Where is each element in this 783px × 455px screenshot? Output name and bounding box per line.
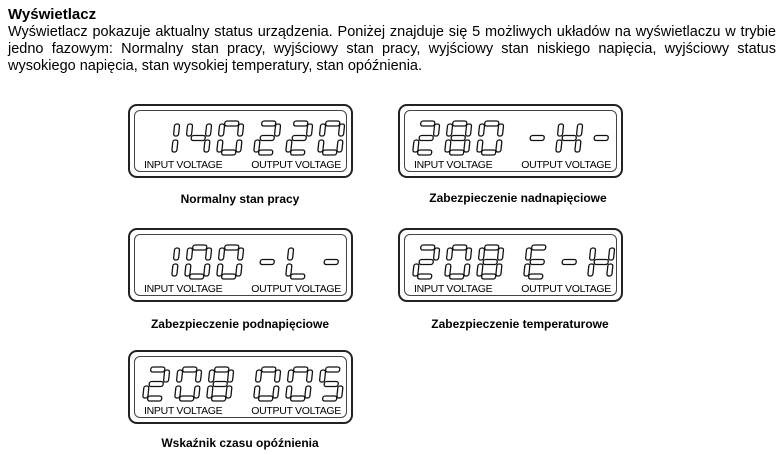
segment [306, 124, 312, 136]
segment [227, 370, 233, 382]
segment [290, 396, 305, 401]
segment [211, 396, 226, 401]
segment [237, 124, 243, 136]
segment [464, 264, 470, 276]
segment [186, 248, 192, 260]
segment [290, 274, 305, 279]
segment [556, 140, 562, 152]
display-panel [398, 228, 623, 302]
segment [608, 248, 614, 260]
seven-segment-digit [216, 245, 244, 279]
segment [173, 248, 179, 260]
segment [449, 274, 464, 279]
segment [254, 386, 260, 398]
seven-segment-digit [172, 124, 180, 152]
output-voltage-label: OUTPUT VOLTAGE [251, 283, 341, 295]
segment [319, 124, 325, 136]
segment [417, 150, 432, 155]
segment [464, 140, 470, 152]
segment [237, 248, 243, 260]
segment [274, 124, 280, 136]
segment [172, 264, 178, 276]
segment [258, 150, 273, 155]
segment [287, 370, 293, 382]
segment [478, 248, 484, 260]
seven-segment-digit [172, 248, 180, 276]
segment [191, 136, 206, 141]
display-panel [128, 228, 353, 302]
segment [325, 121, 340, 126]
segment [420, 245, 435, 250]
segment [208, 370, 214, 382]
segment [236, 264, 242, 276]
segment [433, 124, 439, 136]
segment [433, 248, 439, 260]
segment [217, 264, 223, 276]
seven-segment-digit [562, 260, 577, 265]
segment [176, 370, 182, 382]
segment [483, 260, 498, 265]
segment [496, 264, 502, 276]
segment [207, 386, 213, 398]
segment [293, 367, 308, 372]
segment [465, 124, 471, 136]
segment [477, 140, 483, 152]
output-voltage-label: OUTPUT VOLTAGE [521, 159, 611, 171]
segment [195, 370, 201, 382]
segment [305, 386, 311, 398]
input-digits [142, 367, 234, 401]
input-digits [172, 245, 244, 279]
segment [318, 140, 324, 152]
segment [261, 367, 276, 372]
segment [224, 121, 239, 126]
segment [324, 382, 339, 387]
segment [274, 370, 280, 382]
segment [213, 382, 228, 387]
segment [497, 124, 503, 136]
segment [286, 386, 292, 398]
segment [497, 248, 503, 260]
seven-segment-digit [444, 121, 472, 155]
seven-segment-digit [476, 121, 504, 155]
segment [221, 150, 236, 155]
seven-segment-digit [216, 121, 244, 155]
segment [452, 245, 467, 250]
segment [306, 370, 312, 382]
segment [260, 260, 275, 265]
section-description: Wyświetlacz pokazuje aktualny status urządzenia. Poniżej znajduje się 5 możliwych układów na wyświetlaczu w trybie jedno fazowym: Normalny stan pracy, wyjściowy stan pracy, wyjściowy stan niskiego napięcia, wyjściowy status wysokiego napięcia, stan wysokiej temperatury, stan opóźnienia. [8, 24, 776, 74]
segment [205, 124, 211, 136]
segment [576, 124, 582, 136]
segment [292, 136, 307, 141]
seven-segment-digit [206, 367, 234, 401]
seven-segment-digit [317, 367, 345, 401]
segment [261, 121, 276, 126]
segment [594, 260, 609, 265]
segment [273, 386, 279, 398]
segment [319, 370, 325, 382]
segment [557, 124, 563, 136]
segment [218, 124, 224, 136]
segment [588, 264, 594, 276]
seven-segment-digit [285, 121, 313, 155]
segment [150, 367, 165, 372]
seven-segment-digit [412, 245, 440, 279]
segment [419, 260, 434, 265]
segment [147, 396, 162, 401]
display-panel [128, 104, 353, 178]
segment [337, 386, 343, 398]
seven-segment-digit [588, 248, 615, 276]
segment [530, 260, 545, 265]
seven-segment-digit [285, 367, 313, 401]
seven-segment-digit [324, 260, 339, 265]
display-caption: Normalny stan pracy [180, 192, 300, 206]
segment [218, 248, 224, 260]
segment [465, 248, 471, 260]
segment [594, 136, 609, 141]
input-voltage-label: INPUT VOLTAGE [144, 405, 223, 417]
output-voltage-label: OUTPUT VOLTAGE [521, 283, 611, 295]
output-digits [253, 121, 345, 155]
display-caption: Zabezpieczenie nadnapięciowe [429, 191, 607, 205]
seven-segment-digit [174, 367, 202, 401]
input-voltage-label: INPUT VOLTAGE [414, 283, 493, 295]
segment [531, 245, 546, 250]
segment [420, 121, 435, 126]
seven-segment-digit [412, 121, 440, 155]
segment [185, 264, 191, 276]
segment [204, 140, 210, 152]
segment [322, 396, 337, 401]
segment [481, 150, 496, 155]
input-digits [412, 245, 504, 279]
segment [449, 150, 464, 155]
segment [290, 150, 305, 155]
segment [337, 140, 343, 152]
input-voltage-label: INPUT VOLTAGE [414, 159, 493, 171]
seven-segment-digit [184, 245, 212, 279]
segment [484, 245, 499, 250]
segment [258, 396, 273, 401]
input-voltage-label: INPUT VOLTAGE [144, 159, 223, 171]
output-voltage-label: OUTPUT VOLTAGE [251, 159, 341, 171]
segment [322, 150, 337, 155]
segment [481, 274, 496, 279]
segment [530, 136, 545, 141]
segment [562, 260, 577, 265]
segment [179, 396, 194, 401]
seven-segment-digit [317, 121, 345, 155]
segment [528, 274, 543, 279]
segment [192, 245, 207, 250]
segment [525, 248, 531, 260]
segment [226, 386, 232, 398]
display-caption: Wskaźnik czasu opóźnienia [161, 436, 319, 450]
segment [173, 124, 179, 136]
segment [204, 264, 210, 276]
segment [163, 370, 169, 382]
segment [484, 121, 499, 126]
segment [324, 260, 339, 265]
display-caption: Zabezpieczenie temperaturowe [431, 317, 609, 331]
display-panel [128, 350, 353, 424]
output-digits [523, 245, 614, 279]
segment [236, 140, 242, 152]
segment [224, 245, 239, 250]
seven-segment-digit [185, 124, 212, 152]
seven-segment-digit [253, 121, 281, 155]
seven-segment-digit [476, 245, 504, 279]
segment [175, 386, 181, 398]
seven-segment-digit [444, 245, 472, 279]
input-digits [412, 121, 504, 155]
segment [186, 124, 192, 136]
input-digits [172, 121, 244, 155]
segment [338, 124, 344, 136]
output-voltage-label: OUTPUT VOLTAGE [251, 405, 341, 417]
segment [221, 274, 236, 279]
segment [325, 367, 340, 372]
segment [446, 124, 452, 136]
segment [182, 367, 197, 372]
display-caption: Zabezpieczenie podnapięciowe [150, 317, 330, 331]
segment [260, 136, 275, 141]
segment [172, 140, 178, 152]
seven-segment-digit [142, 367, 170, 401]
output-digits [253, 367, 345, 401]
segment [445, 140, 451, 152]
segment [255, 370, 261, 382]
segment [419, 136, 434, 141]
segment [607, 264, 613, 276]
input-voltage-label: INPUT VOLTAGE [144, 283, 223, 295]
segment [445, 264, 451, 276]
seven-segment-digit [253, 367, 281, 401]
segment [287, 248, 293, 260]
segment [496, 140, 502, 152]
segment [214, 367, 229, 372]
segment [194, 386, 200, 398]
segment [452, 121, 467, 126]
seven-segment-digit [530, 136, 545, 141]
segment [562, 136, 577, 141]
seven-segment-digit [556, 124, 583, 152]
seven-segment-digit [523, 245, 546, 279]
seven-segment-digit [594, 136, 609, 141]
section-title: Wyświetlacz [8, 6, 97, 23]
output-digits [530, 124, 609, 152]
seven-segment-digit [285, 248, 307, 279]
segment [189, 274, 204, 279]
segment [217, 140, 223, 152]
segment [451, 136, 466, 141]
segment [589, 248, 595, 260]
output-digits [260, 248, 339, 279]
segment [149, 382, 164, 387]
segment [477, 264, 483, 276]
segment [417, 274, 432, 279]
segment [293, 121, 308, 126]
segment [446, 248, 452, 260]
segment [478, 124, 484, 136]
seven-segment-digit [260, 260, 275, 265]
display-panel [398, 104, 623, 178]
segment [205, 248, 211, 260]
segment [575, 140, 581, 152]
